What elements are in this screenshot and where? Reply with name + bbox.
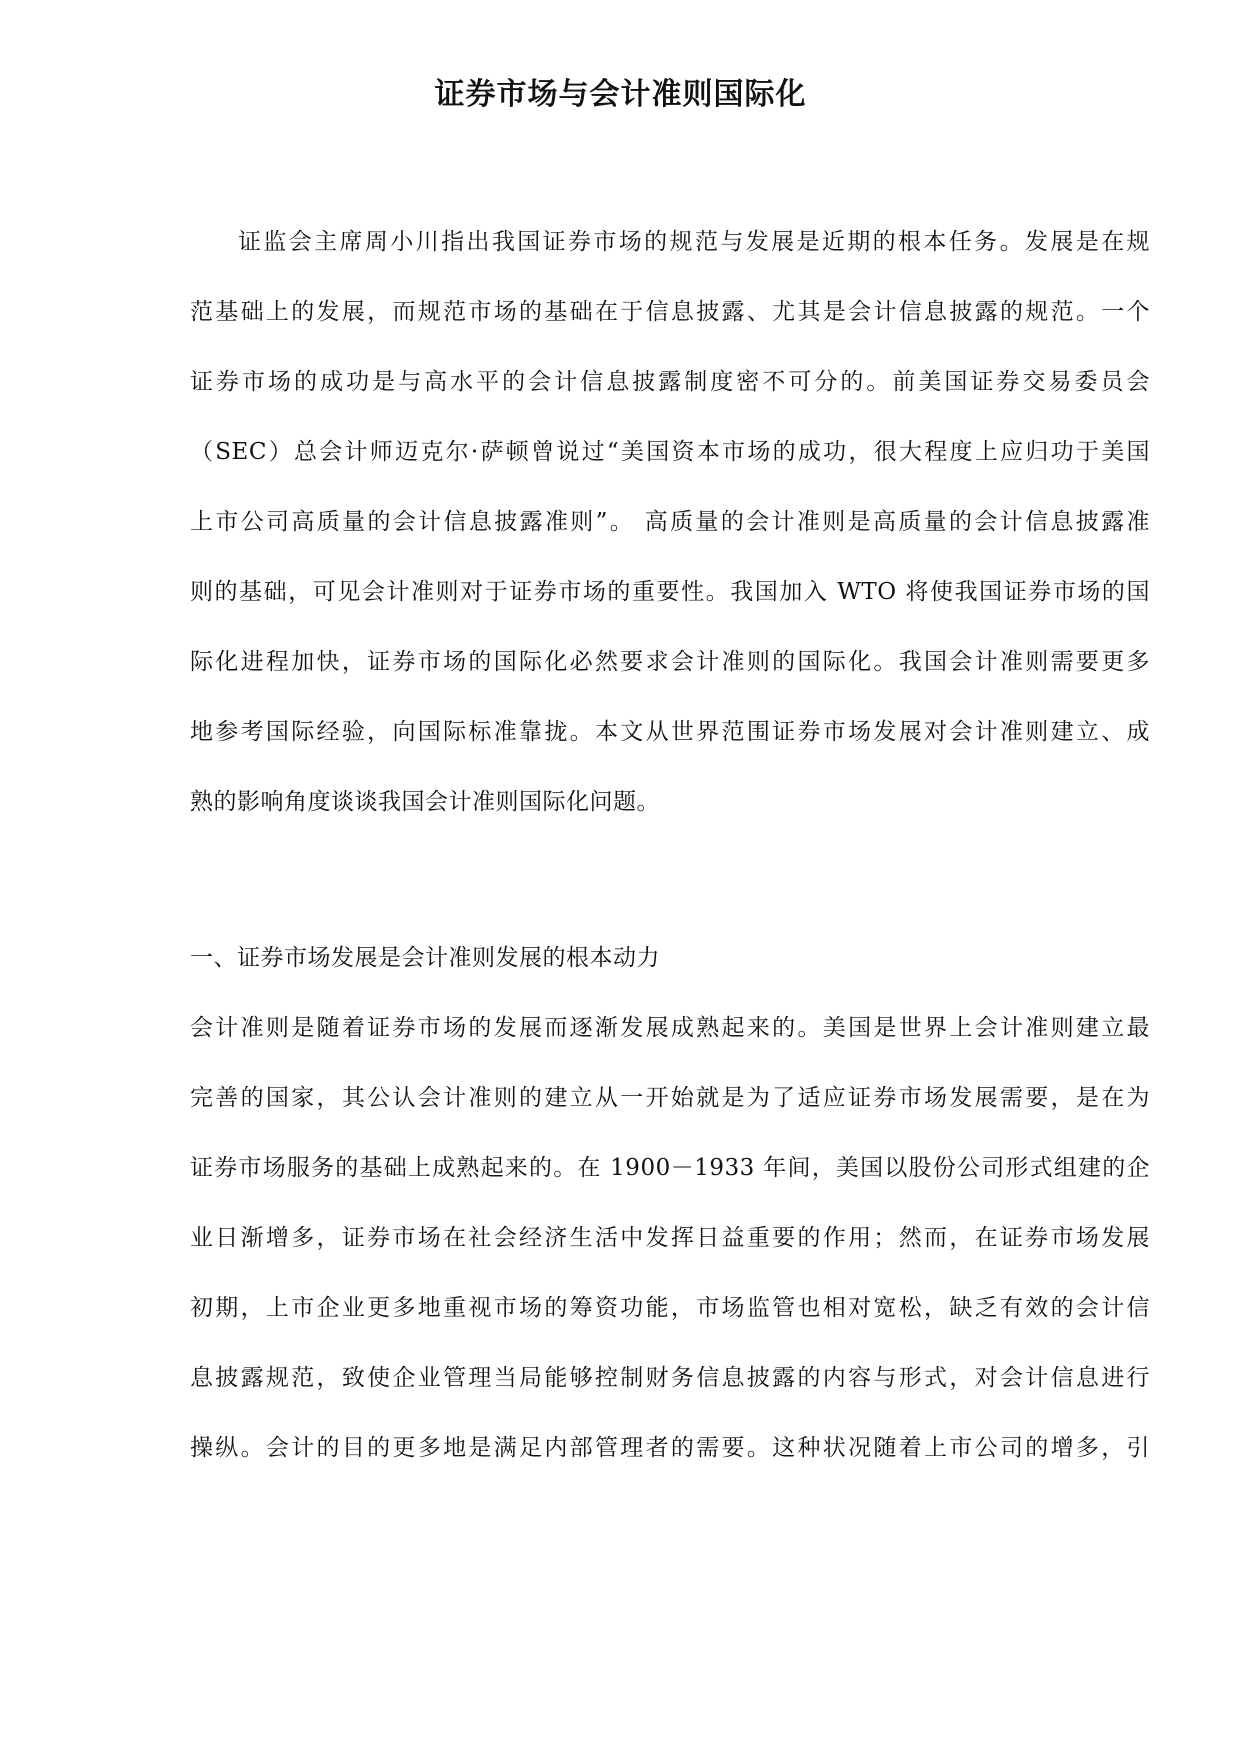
- section1-line: 业日渐增多，证券市场在社会经济生活中发挥日益重要的作用；然而，在证券市场发展: [190, 1225, 1150, 1251]
- section-heading: 一、证券市场发展是会计准则发展的根本动力: [190, 945, 660, 971]
- intro-line: 上市公司高质量的会计信息披露准则”。 高质量的会计准则是高质量的会计信息披露准: [190, 509, 1150, 535]
- intro-line: 证监会主席周小川指出我国证券市场的规范与发展是近期的根本任务。发展是在规: [238, 229, 1150, 255]
- section1-line: 证券市场服务的基础上成熟起来的。在 1900－1933 年间，美国以股份公司形式组建的企: [190, 1155, 1150, 1181]
- intro-line: （SEC）总会计师迈克尔·萨顿曾说过“美国资本市场的成功，很大程度上应归功于美国: [190, 439, 1150, 465]
- intro-line: 际化进程加快，证券市场的国际化必然要求会计准则的国际化。我国会计准则需要更多: [190, 649, 1150, 675]
- intro-line: 范基础上的发展，而规范市场的基础在于信息披露、尤其是会计信息披露的规范。一个: [190, 299, 1150, 325]
- document-title: 证券市场与会计准则国际化: [434, 77, 807, 112]
- section1-line: 完善的国家，其公认会计准则的建立从一开始就是为了适应证券市场发展需要，是在为: [190, 1085, 1150, 1111]
- section1-line: 会计准则是随着证券市场的发展而逐渐发展成熟起来的。美国是世界上会计准则建立最: [190, 1015, 1150, 1041]
- intro-line: 熟的影响角度谈谈我国会计准则国际化问题。: [190, 789, 660, 815]
- section1-line: 息披露规范，致使企业管理当局能够控制财务信息披露的内容与形式，对会计信息进行: [190, 1365, 1150, 1391]
- section1-line: 操纵。会计的目的更多地是满足内部管理者的需要。这种状况随着上市公司的增多，引: [190, 1435, 1150, 1461]
- intro-line: 证券市场的成功是与高水平的会计信息披露制度密不可分的。前美国证券交易委员会: [190, 369, 1150, 395]
- section1-line: 初期，上市企业更多地重视市场的筹资功能，市场监管也相对宽松，缺乏有效的会计信: [190, 1295, 1150, 1321]
- intro-line: 地参考国际经验，向国际标准靠拢。本文从世界范围证券市场发展对会计准则建立、成: [190, 719, 1150, 745]
- intro-line: 则的基础，可见会计准则对于证券市场的重要性。我国加入 WTO 将使我国证券市场的国: [190, 579, 1150, 605]
